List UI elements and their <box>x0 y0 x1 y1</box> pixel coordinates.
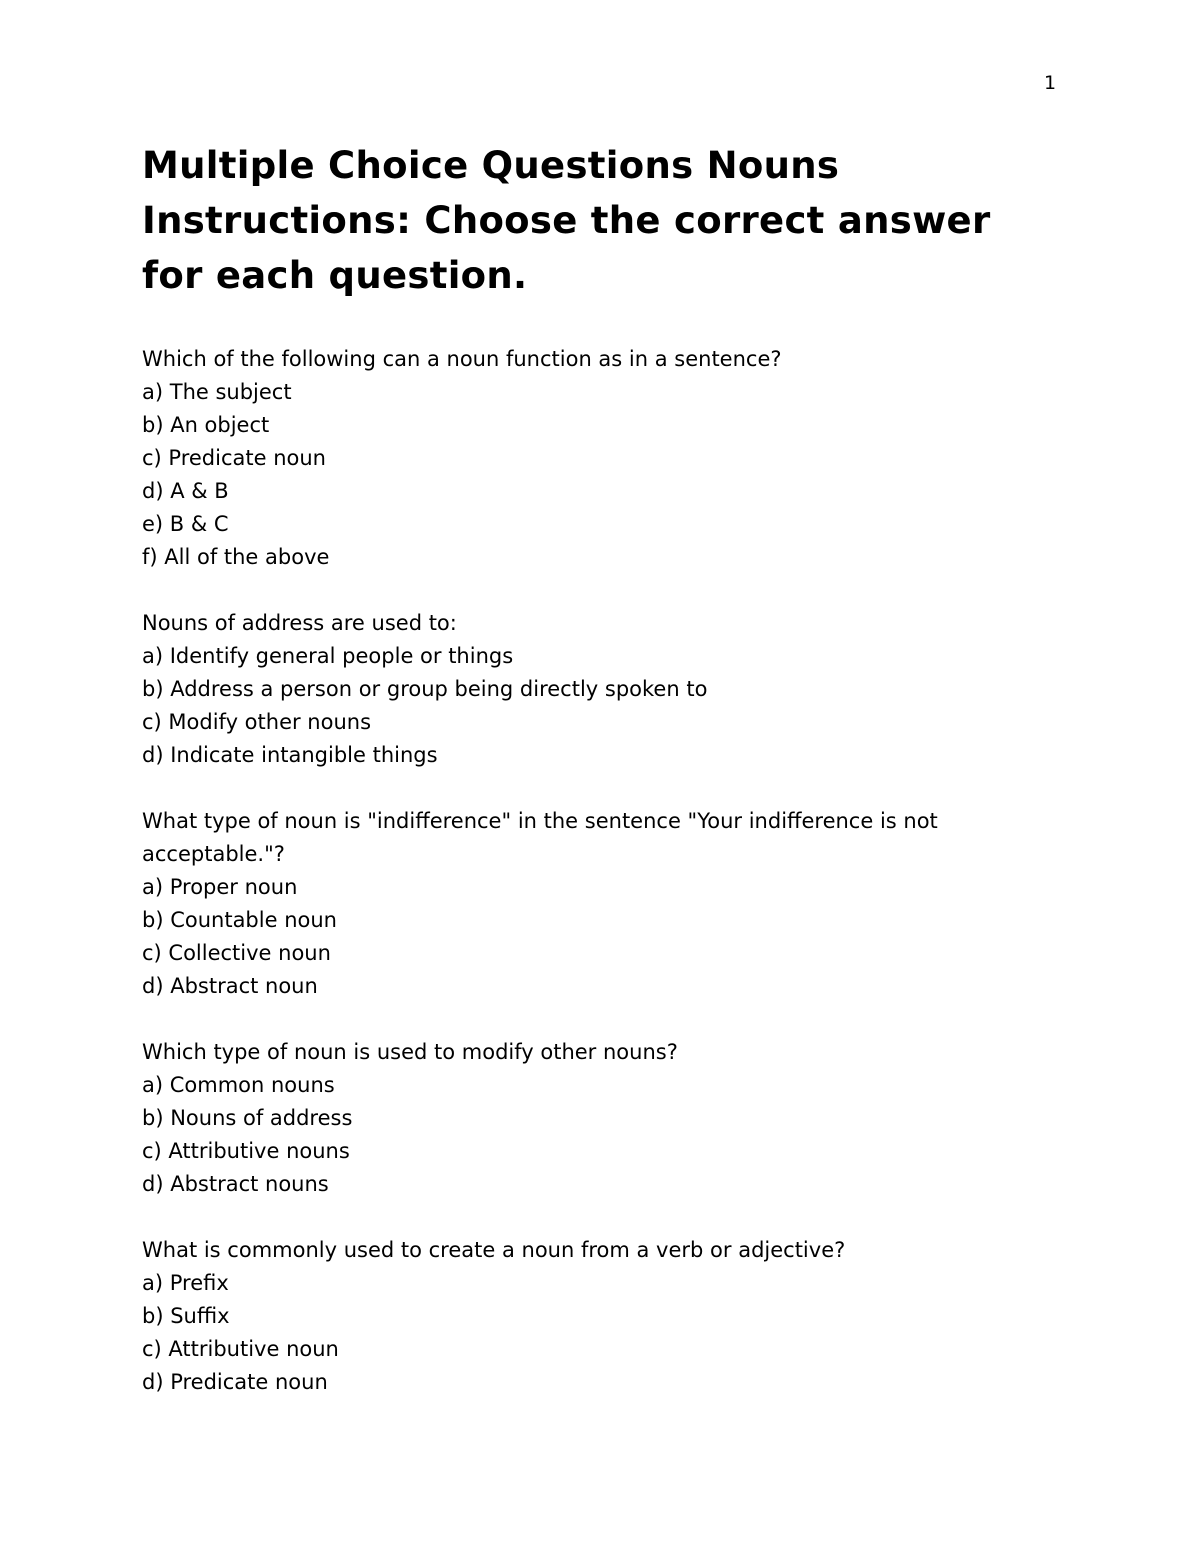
question-text: Which of the following can a noun function as in a sentence? <box>142 347 782 371</box>
answer-option: d) Abstract nouns <box>142 1172 329 1196</box>
answer-option: a) The subject <box>142 380 292 404</box>
answer-option: a) Common nouns <box>142 1073 335 1097</box>
title-line: Instructions: Choose the correct answer <box>142 199 991 242</box>
question-1 <box>142 343 1062 574</box>
answer-option: c) Collective noun <box>142 941 331 965</box>
answer-option: c) Predicate noun <box>142 446 326 470</box>
question-text: What is commonly used to create a noun from a verb or adjective? <box>142 1238 846 1262</box>
question-3 <box>142 805 1062 1003</box>
answer-option: c) Attributive nouns <box>142 1139 350 1163</box>
answer-option: b) Address a person or group being directly spoken to <box>142 677 708 701</box>
page-title <box>142 138 1062 303</box>
answer-option: c) Modify other nouns <box>142 710 372 734</box>
answer-option: a) Identify general people or things <box>142 644 514 668</box>
answer-option: b) Countable noun <box>142 908 337 932</box>
question-text: Nouns of address are used to: <box>142 611 457 635</box>
answer-option: d) Indicate intangible things <box>142 743 438 767</box>
answer-option: a) Prefix <box>142 1271 229 1295</box>
answer-option: d) Predicate noun <box>142 1370 328 1394</box>
question-2 <box>142 607 1062 772</box>
page-number: 1 <box>1044 72 1057 94</box>
answer-option: a) Proper noun <box>142 875 298 899</box>
document-body <box>142 138 1062 1399</box>
title-line: for each question. <box>142 254 528 297</box>
answer-option: b) An object <box>142 413 270 437</box>
answer-option: d) Abstract noun <box>142 974 318 998</box>
answer-option: e) B & C <box>142 512 229 536</box>
answer-option: b) Suffix <box>142 1304 230 1328</box>
question-4 <box>142 1036 1062 1201</box>
question-5 <box>142 1234 1062 1399</box>
question-text: Which type of noun is used to modify other nouns? <box>142 1040 678 1064</box>
title-line: Multiple Choice Questions Nouns <box>142 144 840 187</box>
answer-option: d) A & B <box>142 479 229 503</box>
answer-option: c) Attributive noun <box>142 1337 339 1361</box>
answer-option: f) All of the above <box>142 545 330 569</box>
question-text: What type of noun is "indifference" in the sentence "Your indifference is not acceptable."? <box>142 809 938 866</box>
answer-option: b) Nouns of address <box>142 1106 353 1130</box>
